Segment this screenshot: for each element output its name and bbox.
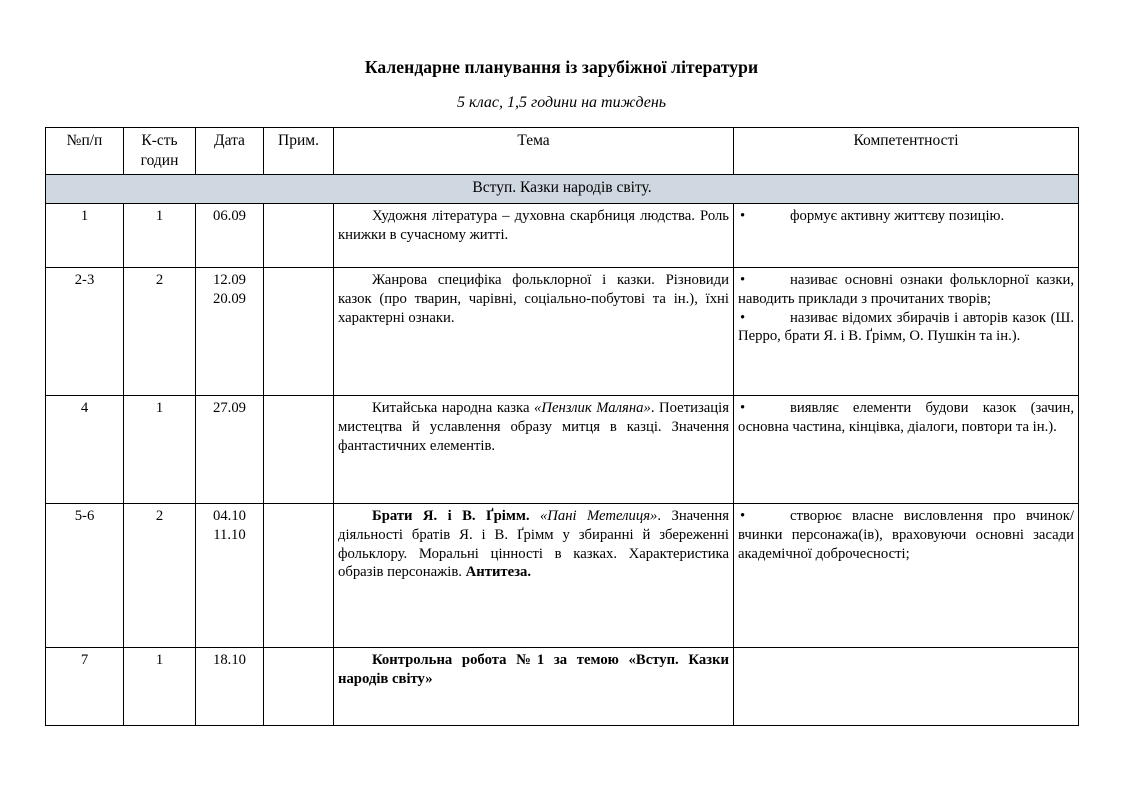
- theme-text-run: Китайська народна казка: [372, 400, 535, 416]
- cell-hours: 1: [124, 396, 196, 504]
- bullet-icon: •: [740, 400, 746, 416]
- column-header-hours: К-сть годин: [124, 128, 196, 175]
- cell-num: 5-6: [46, 504, 124, 648]
- cell-theme: [334, 396, 734, 504]
- date-value: 06.09: [212, 208, 247, 224]
- competence-text: створює власне висловлення про вчинок/вчинки персонажа(ів), враховуючи основні засади академічної доброчесності;: [738, 508, 1074, 562]
- cell-competences: [734, 204, 1079, 268]
- theme-text: [338, 399, 729, 455]
- table-row: [46, 396, 1079, 504]
- page-title: Календарне планування із зарубіжної літератури: [364, 57, 759, 77]
- cell-hours: 2: [124, 504, 196, 648]
- table-body: [46, 175, 1079, 726]
- section-title: Вступ. Казки народів світу.: [46, 175, 1079, 204]
- cell-note: [264, 204, 334, 268]
- cell-date: [196, 204, 264, 268]
- bullet-icon: •: [740, 309, 746, 326]
- column-header-note: Прим.: [264, 128, 334, 175]
- cell-theme: [334, 648, 734, 726]
- cell-theme: [334, 504, 734, 648]
- column-header-date: Дата: [196, 128, 264, 175]
- bullet-icon: •: [740, 208, 746, 224]
- cell-competences: [734, 396, 1079, 504]
- date-value: 04.10: [212, 508, 247, 524]
- competence-text: формує активну життєву позицію.: [790, 208, 1005, 224]
- bullet-icon: •: [740, 272, 746, 288]
- column-header-competences: Компетентності: [734, 128, 1079, 175]
- table-header: [46, 128, 1079, 175]
- cell-theme: [334, 204, 734, 268]
- cell-competences: [734, 648, 1079, 726]
- date-value: 11.10: [213, 526, 246, 543]
- competence-text: називає основні ознаки фольклорної казки, наводить приклади з прочитаних творів;: [738, 272, 1074, 307]
- competence-item: [738, 271, 1074, 309]
- theme-text: [338, 271, 729, 327]
- section-header-row: [46, 175, 1079, 204]
- cell-note: [264, 396, 334, 504]
- theme-text-run: [530, 508, 540, 524]
- table-row: [46, 204, 1079, 268]
- cell-note: [264, 504, 334, 648]
- competence-item: [738, 309, 1074, 347]
- page-subtitle: 5 клас, 1,5 години на тиждень: [456, 94, 667, 111]
- cell-num: 7: [46, 648, 124, 726]
- date-value: 27.09: [212, 400, 247, 416]
- theme-text-run: Брати Я. і В. Ґрімм.: [372, 508, 530, 524]
- cell-theme: [334, 268, 734, 396]
- cell-hours: 2: [124, 268, 196, 396]
- theme-text-run: . Поетизація мистецтва й уславлення образу митця в казці. Значення фантастичних елементів.: [338, 400, 729, 454]
- cell-date: [196, 648, 264, 726]
- cell-num: 2-3: [46, 268, 124, 396]
- date-value: 20.09: [212, 290, 247, 307]
- column-header-num: №п/п: [46, 128, 124, 175]
- calendar-plan-table: [45, 127, 1079, 726]
- bullet-icon: •: [740, 508, 746, 524]
- theme-text-run: Контрольна робота №1 за темою «Вступ. Казки народів світу»: [338, 652, 729, 687]
- cell-hours: 1: [124, 204, 196, 268]
- theme-text-run: «Пензлик Маляна»: [534, 400, 651, 416]
- theme-text-run: Антитеза.: [465, 564, 532, 581]
- cell-competences: [734, 504, 1079, 648]
- cell-note: [264, 648, 334, 726]
- cell-num: 1: [46, 204, 124, 268]
- column-header-theme: Тема: [334, 128, 734, 175]
- cell-note: [264, 268, 334, 396]
- theme-text: [338, 651, 729, 689]
- table-row: [46, 268, 1079, 396]
- calendar-plan-table-wrap: [45, 127, 1078, 726]
- cell-competences: [734, 268, 1079, 396]
- cell-date: [196, 504, 264, 648]
- theme-text-run: . Значення діяльності братів Я. і В. Ґрімм у збиранні й збереженні фольклору. Моральні цінності в казках. Характеристика образів персонажів.: [338, 508, 729, 581]
- table-row: [46, 648, 1079, 726]
- cell-date: [196, 268, 264, 396]
- theme-text-run: Художня література – духовна скарбниця людства. Роль книжки в сучасному житті.: [338, 208, 729, 243]
- cell-hours: 1: [124, 648, 196, 726]
- theme-text: [338, 207, 729, 245]
- competence-text: виявляє елементи будови казок (зачин, основна частина, кінцівка, діалоги, повтори та ін.).: [738, 400, 1074, 435]
- table-row: [46, 504, 1079, 648]
- cell-date: [196, 396, 264, 504]
- cell-num: 4: [46, 396, 124, 504]
- date-value: 18.10: [212, 652, 247, 668]
- competence-text: називає відомих збирачів і авторів казок (Ш. Перро, брати Я. і В. Ґрімм, О. Пушкін та ін.).: [738, 309, 1074, 345]
- table-header-row: [46, 128, 1079, 175]
- competence-item: [738, 399, 1074, 437]
- competence-item: [738, 207, 1074, 226]
- date-value: 12.09: [212, 272, 247, 288]
- theme-text: [338, 507, 729, 582]
- theme-text-run: Жанрова специфіка фольклорної і казки. Різновиди казок (про тварин, чарівні, соціально-побутові та ін.), їхні характерні ознаки.: [338, 272, 729, 326]
- competence-item: [738, 507, 1074, 563]
- theme-text-run: «Пані Метелиця»: [539, 508, 658, 524]
